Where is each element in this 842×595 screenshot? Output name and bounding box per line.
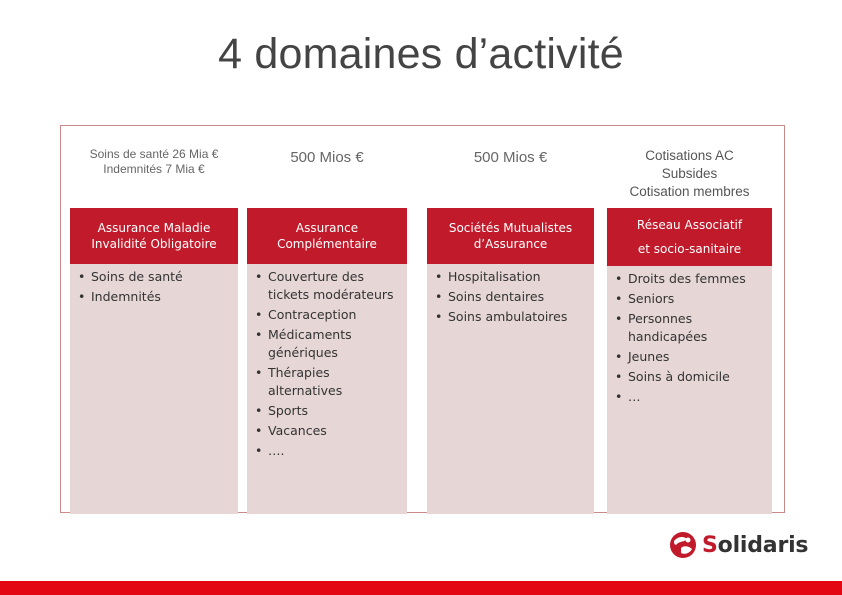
list-item: • Soins à domicile xyxy=(615,368,764,386)
list-item: • Soins dentaires xyxy=(435,288,586,306)
amount-line: Cotisation membres xyxy=(629,184,750,199)
slide-title: 4 domaines d’activité xyxy=(218,30,624,78)
header-label: Assurance Complémentaire xyxy=(277,221,377,251)
amount-line: Soins de santé 26 Mia € xyxy=(89,147,219,161)
amount-line: 500 Mios € xyxy=(473,149,548,166)
bottom-red-bar xyxy=(0,581,842,595)
amount-line: Indemnités 7 Mia € xyxy=(103,162,205,176)
list-item: • Soins ambulatoires xyxy=(435,308,586,326)
list-item: • Indemnités xyxy=(78,288,230,306)
header-label: Réseau Associatif et socio-sanitaire xyxy=(636,218,743,256)
amount-text xyxy=(607,147,772,201)
amount-text xyxy=(427,149,594,167)
column-body xyxy=(427,264,594,514)
list-item: • Hospitalisation xyxy=(435,268,586,286)
globe-logo-icon xyxy=(668,530,698,560)
list-item: • Personnes handicapées xyxy=(615,310,764,346)
amount-line: Subsides xyxy=(661,166,718,181)
column-header xyxy=(607,208,772,266)
list-item: • Droits des femmes xyxy=(615,270,764,288)
list-item: • Contraception xyxy=(255,306,399,324)
amount-line: Cotisations AC xyxy=(645,148,734,163)
list-item: • Sports xyxy=(255,402,399,420)
list-item: • Soins de santé xyxy=(78,268,230,286)
column-body xyxy=(247,264,407,514)
column-body xyxy=(70,264,238,514)
amount-text xyxy=(70,147,238,177)
list-item: • Couverture des tickets modérateurs xyxy=(255,268,399,304)
list-item: • …. xyxy=(255,442,399,460)
column-header xyxy=(247,208,407,264)
list-item: • … xyxy=(615,388,764,406)
list-item: • Seniors xyxy=(615,290,764,308)
header-label: Assurance Maladie Invalidité Obligatoire xyxy=(91,221,217,251)
list-item: • Vacances xyxy=(255,422,399,440)
list-item: • Thérapies alternatives xyxy=(255,364,399,400)
list-item: • Jeunes xyxy=(615,348,764,366)
solidaris-logo xyxy=(668,528,808,562)
column-body xyxy=(607,266,772,514)
amount-text xyxy=(247,149,407,167)
header-label: Sociétés Mutualistes d’Assurance xyxy=(448,221,573,251)
amount-line: 500 Mios € xyxy=(290,149,364,166)
column-header xyxy=(427,208,594,264)
logo-wordmark: Solidaris xyxy=(702,532,809,558)
list-item: • Médicaments génériques xyxy=(255,326,399,362)
column-header xyxy=(70,208,238,264)
